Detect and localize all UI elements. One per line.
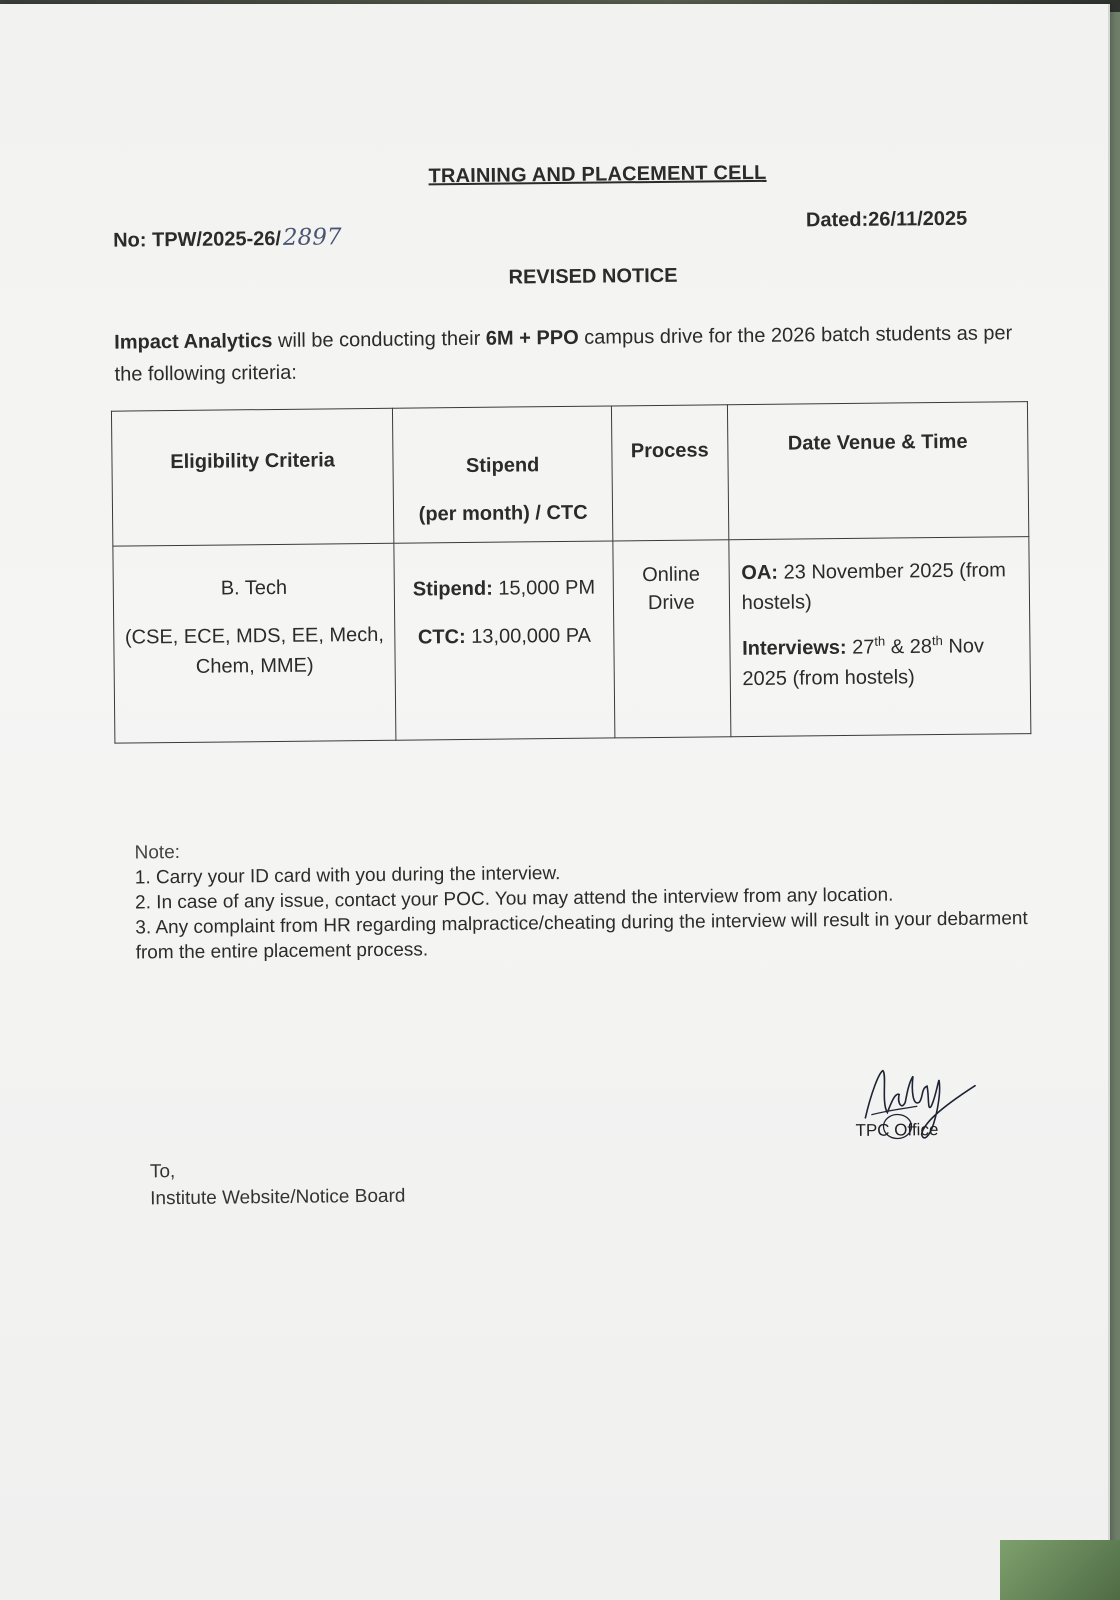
note-item-3: 3. Any complaint from HR regarding malpractice/cheating during the interview will result in your debarment from the entire placement process. bbox=[135, 908, 1028, 964]
intro-text-1: will be conducting their bbox=[272, 327, 486, 352]
intro-paragraph bbox=[114, 317, 1015, 390]
header-process-label: Process bbox=[630, 439, 709, 463]
company-name: Impact Analytics bbox=[114, 329, 273, 354]
ctc-label: CTC: bbox=[417, 625, 466, 649]
header-stipend-label bbox=[393, 406, 612, 538]
notice-heading: REVISED NOTICE bbox=[508, 264, 678, 289]
document-title: TRAINING AND PLACEMENT CELL bbox=[428, 161, 767, 188]
note-item-2: 2. In case of any issue, contact your POC. You may attend the interview from any location. bbox=[134, 884, 894, 914]
stipend-text bbox=[395, 541, 614, 661]
ctc-value: 13,00,000 PA bbox=[465, 624, 592, 648]
stipend-label: Stipend: bbox=[412, 577, 493, 601]
reference-number bbox=[113, 224, 342, 252]
header-process bbox=[611, 405, 728, 541]
criteria-table bbox=[111, 401, 1031, 744]
date-text bbox=[729, 537, 1030, 694]
intro-text-2: campus drive for the 2026 batch students as per the following criteria: bbox=[114, 322, 1013, 386]
cell-date bbox=[729, 537, 1031, 737]
interviews-rest: Nov 2025 (from hostels) bbox=[742, 635, 985, 690]
process-text bbox=[613, 540, 728, 617]
eligibility-degree: B. Tech bbox=[220, 576, 288, 600]
background-corner bbox=[1000, 1540, 1120, 1600]
eligibility-text bbox=[113, 544, 395, 683]
interviews-sup1: th bbox=[874, 633, 886, 649]
reference-handwritten-number: 2897 bbox=[282, 224, 342, 251]
header-date bbox=[727, 402, 1029, 540]
cell-stipend bbox=[394, 541, 615, 740]
cell-process bbox=[613, 540, 731, 738]
header-eligibility bbox=[111, 408, 394, 546]
interviews-day2: & 28 bbox=[885, 635, 933, 659]
header-stipend-line2: (per month) / CTC bbox=[418, 501, 588, 526]
signatory-office: TPC Office bbox=[855, 1120, 939, 1140]
recipient-block bbox=[150, 1156, 406, 1213]
notes-label: Note: bbox=[134, 841, 181, 864]
header-stipend-line1: Stipend bbox=[465, 454, 540, 477]
eligibility-branches: (CSE, ECE, MDS, EE, Mech, Chem, MME) bbox=[124, 623, 385, 678]
header-stipend bbox=[393, 406, 613, 543]
process-line1: Online bbox=[642, 563, 701, 587]
oa-label: OA: bbox=[741, 561, 779, 585]
process-line2: Drive bbox=[647, 591, 695, 615]
notes-section bbox=[134, 831, 1035, 965]
notice-paper bbox=[0, 4, 1110, 1600]
header-date-label: Date Venue & Time bbox=[787, 430, 968, 455]
stipend-value: 15,000 PM bbox=[492, 576, 596, 600]
date-line: Dated:26/11/2025 bbox=[805, 207, 968, 232]
recipient-to: To, bbox=[149, 1161, 176, 1183]
interviews-label: Interviews: bbox=[742, 636, 847, 660]
recipient-board: Institute Website/Notice Board bbox=[150, 1185, 406, 1210]
program-name: 6M + PPO bbox=[485, 326, 579, 350]
table-header-row bbox=[111, 402, 1028, 547]
oa-value: 23 November 2025 (from hostels) bbox=[741, 559, 1007, 615]
reference-label: No: TPW/2025-26/ bbox=[113, 227, 282, 252]
cell-eligibility bbox=[113, 543, 396, 743]
table-row bbox=[113, 537, 1031, 744]
interviews-sup2: th bbox=[931, 632, 943, 649]
header-eligibility-label: Eligibility Criteria bbox=[170, 449, 335, 474]
note-item-1: 1. Carry your ID card with you during the interview. bbox=[134, 863, 561, 889]
interviews-day1: 27 bbox=[846, 636, 875, 659]
